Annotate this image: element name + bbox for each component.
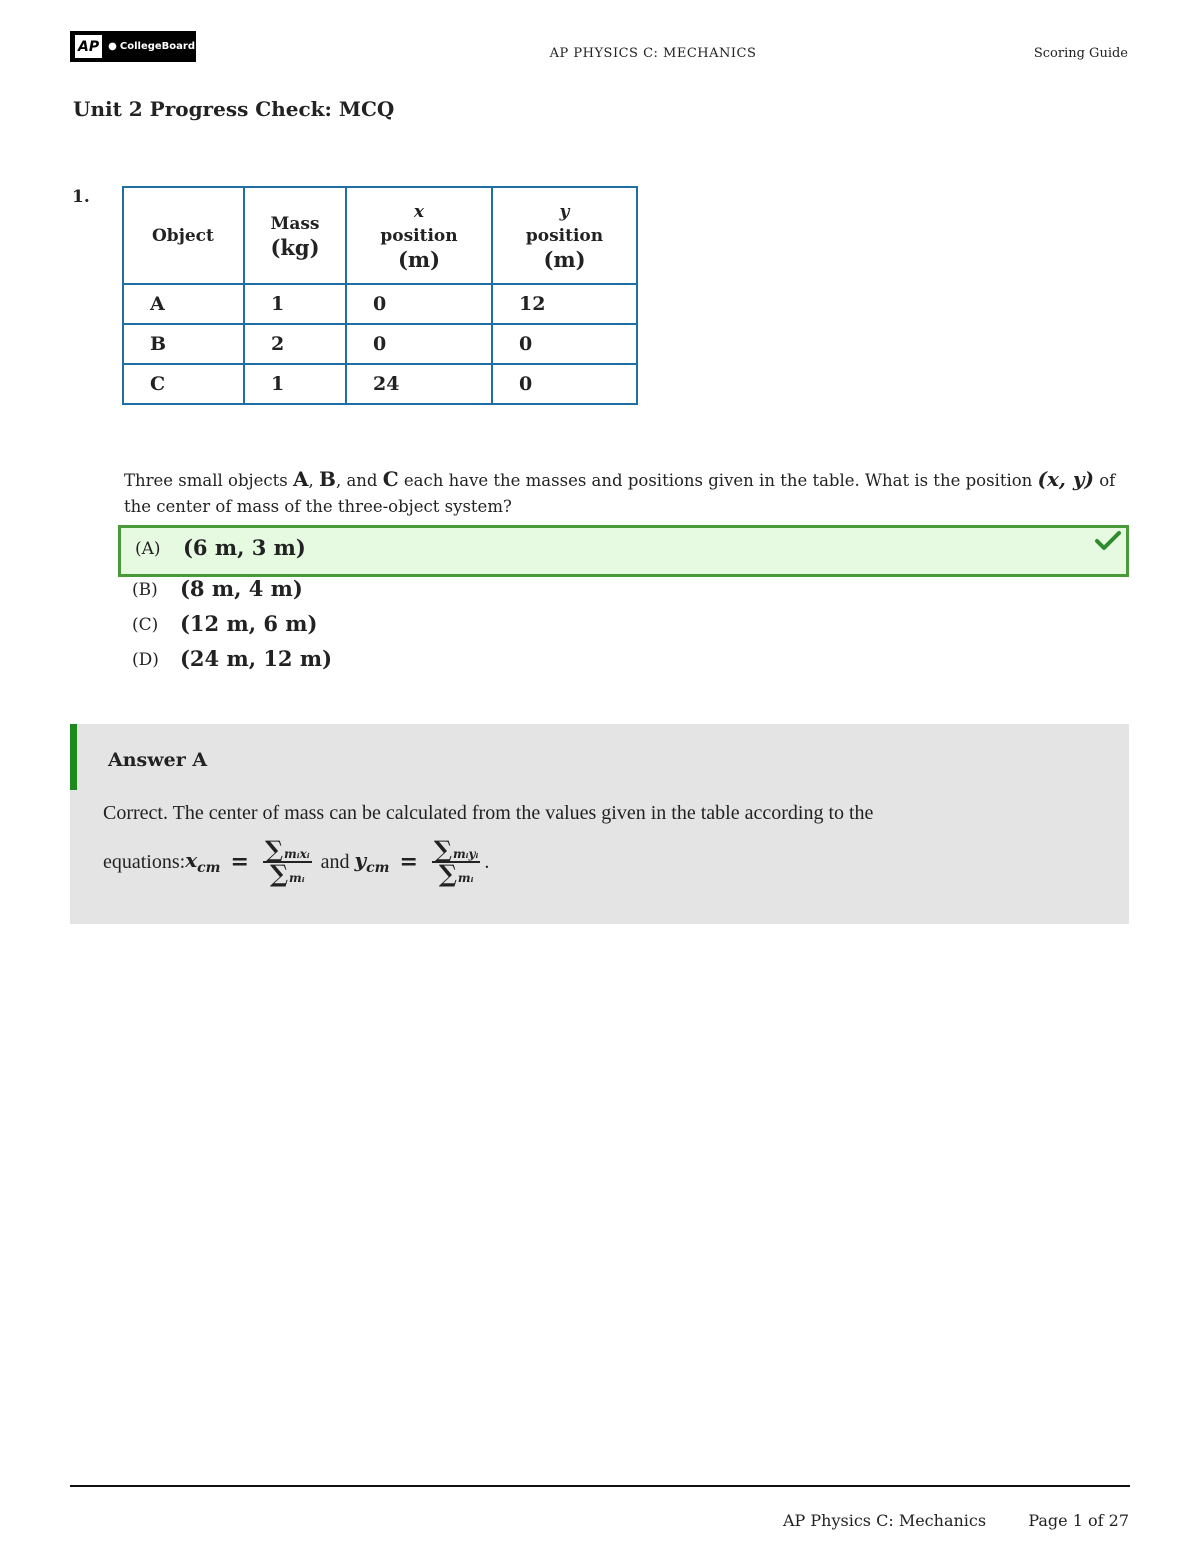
formula-period: . bbox=[484, 850, 490, 873]
choice-answer: (24 m, 12 m) bbox=[180, 646, 333, 671]
choice-d[interactable] bbox=[118, 646, 718, 678]
cell-mass: 1 bbox=[244, 284, 346, 324]
choice-a-correct[interactable] bbox=[118, 525, 1129, 577]
table-header-row bbox=[123, 187, 637, 284]
header-object: Object bbox=[123, 187, 244, 284]
table-row bbox=[123, 324, 637, 364]
cell-object: C bbox=[123, 364, 244, 404]
footer-course-name: AP Physics C: Mechanics bbox=[783, 1511, 987, 1530]
header-x-position: x position (m) bbox=[346, 187, 492, 284]
cell-object: A bbox=[123, 284, 244, 324]
ap-logo-mark: AP bbox=[75, 35, 102, 58]
table-row bbox=[123, 364, 637, 404]
equals-sign: = bbox=[230, 849, 249, 875]
acorn-icon: ● bbox=[108, 41, 117, 52]
footer-divider bbox=[70, 1485, 1130, 1487]
equations-label: equations: bbox=[103, 850, 186, 873]
header-course-title: AP PHYSICS C: MECHANICS bbox=[549, 46, 757, 61]
header-scoring-guide: Scoring Guide bbox=[1033, 46, 1128, 61]
page-title: Unit 2 Progress Check: MCQ bbox=[73, 97, 395, 121]
cell-x: 24 bbox=[346, 364, 492, 404]
object-c-label: C bbox=[382, 467, 399, 491]
choice-letter: (C) bbox=[132, 615, 159, 635]
cell-mass: 2 bbox=[244, 324, 346, 364]
choice-c[interactable] bbox=[118, 611, 718, 643]
question-number: 1. bbox=[72, 187, 90, 207]
cell-y: 0 bbox=[492, 364, 637, 404]
cell-y: 0 bbox=[492, 324, 637, 364]
header-mass: Mass (kg) bbox=[244, 187, 346, 284]
cell-mass: 1 bbox=[244, 364, 346, 404]
checkmark-icon bbox=[1094, 530, 1122, 552]
college-board-name: CollegeBoard bbox=[119, 41, 195, 52]
object-a-label: A bbox=[293, 467, 309, 491]
choice-answer: (12 m, 6 m) bbox=[180, 611, 318, 636]
data-table bbox=[122, 186, 638, 405]
cell-y: 12 bbox=[492, 284, 637, 324]
center-of-mass-formulas bbox=[103, 834, 489, 890]
y-cm-symbol: $y_{cm}$ bbox=[354, 848, 390, 876]
choice-letter: (A) bbox=[135, 539, 161, 559]
x-cm-symbol: $x_{cm}$ bbox=[185, 848, 221, 876]
header-y-position: y position (m) bbox=[492, 187, 637, 284]
question-stem: Three small objects A, B, and C each have the masses and positions given in the table. What is the position (x, y) of the center of mass of the three-object system? bbox=[124, 467, 1116, 516]
and-word: and bbox=[315, 850, 355, 873]
choice-b[interactable] bbox=[118, 576, 718, 608]
choice-answer: (6 m, 3 m) bbox=[183, 535, 306, 560]
table-row bbox=[123, 284, 637, 324]
cell-x: 0 bbox=[346, 284, 492, 324]
footer-page-number: Page 1 of 27 bbox=[1028, 1511, 1129, 1530]
y-cm-fraction: ∑ mᵢyᵢ ∑ mᵢ bbox=[433, 835, 479, 888]
position-expression: (x, y) bbox=[1037, 467, 1094, 491]
cell-object: B bbox=[123, 324, 244, 364]
choice-letter: (D) bbox=[132, 650, 159, 670]
object-b-label: B bbox=[319, 467, 336, 491]
choice-letter: (B) bbox=[132, 580, 158, 600]
x-cm-fraction: ∑ mᵢxᵢ ∑ mᵢ bbox=[264, 835, 310, 888]
cell-x: 0 bbox=[346, 324, 492, 364]
equals-sign: = bbox=[399, 849, 418, 875]
answer-title: Answer A bbox=[108, 749, 208, 771]
answer-accent-bar bbox=[70, 724, 77, 790]
choice-answer: (8 m, 4 m) bbox=[180, 576, 303, 601]
answer-explanation-text: Correct. The center of mass can be calculated from the values given in the table according to the bbox=[103, 802, 874, 824]
